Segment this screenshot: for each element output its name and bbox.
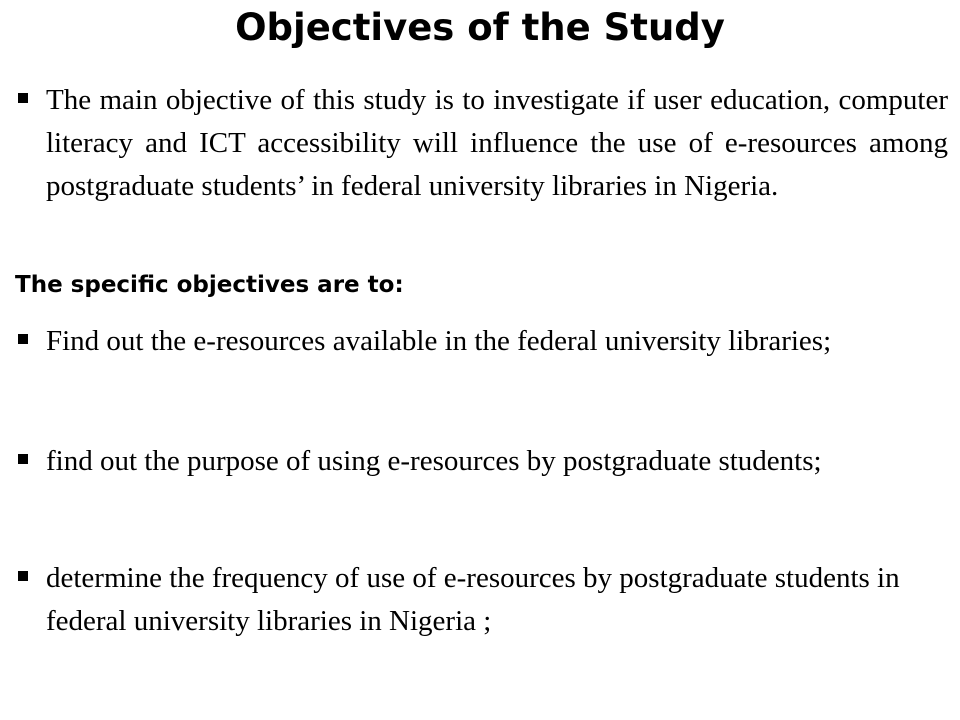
square-bullet-icon <box>18 557 34 600</box>
specific-objective-item <box>0 320 960 410</box>
square-bullet-icon <box>18 79 34 122</box>
main-objective-bullet <box>0 79 960 259</box>
slide-title: Objectives of the Study <box>235 6 725 49</box>
specific-objectives-heading: The specific objectives are to: <box>15 272 404 298</box>
specific-objective-item <box>0 557 960 692</box>
specific-objective-text: determine the frequency of use of e-resources by postgraduate students in federal university libraries in Nigeria ; <box>46 562 900 637</box>
specific-objective-text: Find out the e-resources available in the federal university libraries; <box>46 325 832 357</box>
main-objective-text: The main objective of this study is to investigate if user education, computer literacy and ICT accessibility will influence the use of e-resources among postgraduate students’ in federal university libraries in Nigeria. <box>46 84 948 202</box>
specific-objective-text: find out the purpose of using e-resources by postgraduate students; <box>46 445 822 477</box>
specific-objective-item <box>0 440 960 530</box>
square-bullet-icon <box>18 320 34 363</box>
square-bullet-icon <box>18 440 34 483</box>
